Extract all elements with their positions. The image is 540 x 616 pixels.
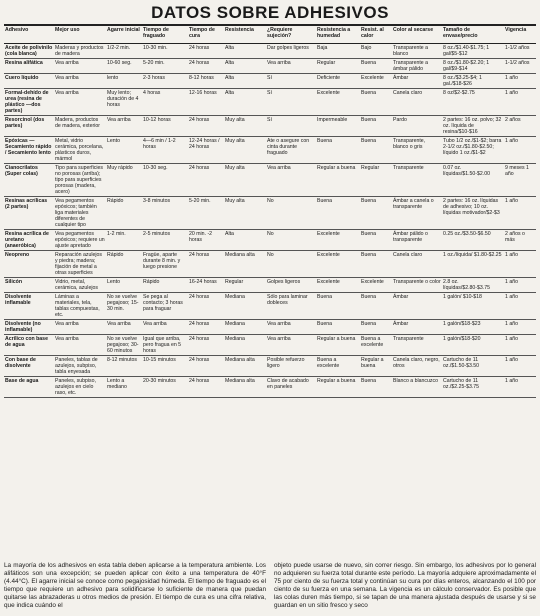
page-title: DATOS SOBRE ADHESIVOS [4,2,536,26]
table-cell: 1 galón/ $10-$18 [442,293,504,320]
table-cell: Buena [360,377,392,398]
table-cell: Ámbar pálido o transparente [392,230,442,251]
table-cell: Vea pegamentos epóxicos; requiere un ajuste apretado [55,231,105,249]
adhesive-name: Resina alifática [4,59,54,74]
table-cell: 5-20 min. [142,59,188,74]
table-cell: Clavo de acabado en paneles [266,377,316,398]
table-row [4,293,536,320]
column-header: Resist. al calor [360,26,392,44]
table-cell: Ámbar [392,320,442,335]
table-cell: Buena [360,320,392,335]
adhesive-name: Cianocrilatos (Super colas) [4,164,54,197]
table-cell: 2-3 horas [142,74,188,89]
table-cell: 9 meses 1 año [504,164,536,197]
table-cell: Paneles, tablas de azulejos, subpiso, tabla enyesada [54,356,106,377]
table-cell: Buena [360,293,392,320]
table-cell: 8 oz./$1.40-$1.75; 1 gal/$5-$12 [442,44,504,59]
table-cell: Mediana [224,320,266,335]
adhesive-name: Resinas acrílicas (2 partes) [4,197,54,230]
table-row [4,335,536,356]
table-cell: Alta [224,74,266,89]
table-cell: 0.25 oz./$3.50-$6.50 [442,230,504,251]
table-cell: Sólo para laminar dobleces [266,293,316,320]
table-cell: 24 horas [188,44,224,59]
footnote-paragraph-2: objeto puede usarse de nuevo, sin correr riesgo. Sin embargo, los adhesivos por lo general no adquieren su fuerza total durante este período. La mayoría adquiere aproximadamente el 75 por ciento de su fuerza total y continúan su cura por días enteros, alcanzando el 100 por ciento de su fuerza en una semana. La vigencia es un cálculo conservador. Es posible que las colas duren más tiempo, si se tapan de una manera ajustada después de usarse y si se guardan en un sitio fresco y seco [274,562,536,609]
table-cell: Canela claro, negro, otros [392,356,442,377]
table-cell: 1 año [504,320,536,335]
table-cell: Excelente [316,278,360,293]
table-cell: Vea arriba [266,320,316,335]
table-row [4,230,536,251]
table-cell: 10-15 minutos [142,356,188,377]
table-cell: 8 oz./$3.25-$4; 1 gal./$18-$26 [442,74,504,89]
footnote [4,562,536,610]
table-cell: Regular a buena [316,377,360,398]
table-cell: Tipo para superficies no porosas (arriba); tipo para superficies porosas (madera, acero) [54,164,106,197]
table-cell: 10-30 seg. [142,164,188,197]
column-header: Agarre inicial [106,26,142,44]
adhesive-name: Disolvente (no inflamable) [4,320,54,335]
table-cell: 1 año [504,293,536,320]
table-cell: Vea arriba [106,116,142,137]
table-cell: Excelente [360,278,392,293]
table-cell: Buena [360,137,392,164]
table-cell: 24 horas [188,116,224,137]
table-cell: Buena a excelente [360,335,392,356]
table-cell: No [266,251,316,278]
adhesive-name: Aceite de polivinilo (cola blanca) [5,45,53,57]
table-cell: 20 min. -2 horas [188,230,224,251]
table-cell: Ámbar [392,293,442,320]
table-cell: Buena [316,197,360,230]
table-cell: 8-12 horas [188,74,224,89]
table-cell: 2 años [504,116,536,137]
table-cell: lento [106,74,142,89]
table-cell: Rápido [106,197,142,230]
table-cell: Transparente a ámbar pálido [392,59,442,74]
table-cell: 24 horas [188,251,224,278]
table-cell: Muy alta [224,137,266,164]
table-cell: 24 horas [188,356,224,377]
table-cell: 24 horas [188,164,224,197]
table-cell: 1 oz./líquida/ $1.80-$2.25 [442,251,504,278]
table-row [4,137,536,164]
table-cell: Maderas y productos de madera [54,44,106,59]
adhesive-name: Resina acrílica de uretano (anaeróbica) [4,230,54,251]
table-cell: Buena [360,59,392,74]
table-cell: Mediana [224,335,266,356]
table-row [4,356,536,377]
table-row [4,89,536,116]
adhesive-table [4,26,536,398]
table-cell: 10-30 min. [142,44,188,59]
table-cell: Ámbar a canela o transparente [392,197,442,230]
table-cell: Regular [360,164,392,197]
table-cell: No [266,197,316,230]
table-cell: Vea arriba [54,320,106,335]
table-cell: 1 año [504,377,536,398]
table-cell: 1 año [504,278,536,293]
table-cell: Buena [360,89,392,116]
table-cell: Excelente [316,89,360,116]
table-cell: No se vuelve pegajoso; 15-30 min. [106,293,142,320]
table-cell: Buena [360,230,392,251]
table-cell: Regular a buena [316,335,360,356]
adhesive-name: Silicón [4,278,54,293]
table-cell: Canela claro [392,251,442,278]
table-cell: 1 galón/$18-$23 [442,320,504,335]
column-header: Resistencia [224,26,266,44]
table-cell: 1 galón/$18-$20 [442,335,504,356]
table-cell: 24 horas [188,377,224,398]
table-cell: Muy alta [224,164,266,197]
table-cell: 2.8 oz. líquidas/$2.80-$3.75 [442,278,504,293]
table-cell: Vea arriba [54,335,106,356]
table-cell: 1 año [504,251,536,278]
table-cell: 24 horas [188,293,224,320]
table-cell: Sí [266,116,316,137]
table-cell: Regular a buena [360,356,392,377]
table-cell: 2 años o más [504,230,536,251]
table-cell: Sí [266,89,316,116]
adhesive-name: Neopreno [4,251,54,278]
table-row [4,44,536,59]
table-cell: Dar golpes ligeros [266,44,316,59]
table-cell: 0.07 oz. líquidas/$1.50-$2.00 [442,164,504,197]
table-cell: Deficiente [316,74,360,89]
table-cell: Buena a excelente [316,356,360,377]
table-cell: Sí [266,74,316,89]
adhesive-name: Cuero líquido [4,74,54,89]
table-cell: Ámbar [392,74,442,89]
table-row [4,197,536,230]
table-cell: Mediana alta [224,251,266,278]
table-cell: Cartucho de 11 oz./$2.25-$3.75 [442,377,504,398]
table-cell: 2 partes: 16 oz. líquidas de adhesivo; 10 oz. líquidas motivador/$2-$3 [442,197,504,230]
table-cell: Vea arriba [54,74,106,89]
column-header: ¿Requiere sujeción? [266,26,316,44]
table-cell: Buena [360,251,392,278]
table-cell: Buena [316,293,360,320]
table-cell: 20-30 minutos [142,377,188,398]
table-cell: Regular a buena [316,164,360,197]
table-cell: 12-16 horas [188,89,224,116]
adhesive-name: Formal-dehído de urea (resina de plástico —dos partes) [4,89,54,116]
table-cell: Láminas a materiales, tela, tablas compuestas, etc. [54,293,106,320]
table-cell: Vea pegamentos epóxicos; también liga materiales diferentes de cualquier tipo [54,197,106,230]
table-cell: Mediana alta [224,377,266,398]
table-cell: 24 horas [188,320,224,335]
table-cell: 1 año [504,335,536,356]
table-cell: Buena [316,320,360,335]
table-cell: 5-20 min. [188,197,224,230]
table-row [4,59,536,74]
table-cell: Transparente, blanco o gris [392,137,442,164]
table-cell: Rápido [142,278,188,293]
table-cell: 4 horas [142,89,188,116]
page [0,2,540,616]
table-cell: 12-24 horas / 24 horas [188,137,224,164]
table-cell: Buena [316,137,360,164]
table-cell: Bajo [360,44,392,59]
table-cell: 1 año [504,356,536,377]
table-cell: Vidrio, metal, cerámica, azulejos [54,278,106,293]
table-cell: Mediana [224,293,266,320]
table-cell: Transparente [392,164,442,197]
table-cell: Vea arriba [54,89,106,116]
table-cell: 3-8 minutos [142,197,188,230]
table-cell: Excelente [360,74,392,89]
table-cell: Transparente [392,335,442,356]
table-cell: Rápido [106,251,142,278]
table-cell: 4—6 min / 1-2 horas [142,137,188,164]
table-cell: Vea arriba [142,320,188,335]
table-cell: Vea arriba [266,164,316,197]
table-cell: 1-1/2 años [504,59,536,74]
table-cell: Canela claro [392,89,442,116]
table-cell: Se pega al contacto; 3 horas para fraguar [142,293,188,320]
table-cell: 1/2-2 min. [106,44,142,59]
column-header: Tiempo de fraguado [142,26,188,44]
table-cell: Alta [224,44,266,59]
table-row [4,251,536,278]
table-cell: Lento [106,278,142,293]
table-row [4,320,536,335]
table-cell: 2 partes: 16 oz. polvo; 32 oz. líquida de resina/$10-$16 [442,116,504,137]
table-cell: Impermeable [316,116,360,137]
table-cell: Vea arriba [106,320,142,335]
table-cell: 16-24 horas [188,278,224,293]
table-cell: 10-60 seg. [106,59,142,74]
table-cell: Blanco a blancuzco [392,377,442,398]
table-cell: 8-12 minutos [106,356,142,377]
table-cell: Regular [224,278,266,293]
table-cell: Muy alta [224,197,266,230]
table-cell: Alta [224,59,266,74]
table-cell: Buena [360,116,392,137]
table-cell: 8 oz/$2-$2.75 [442,89,504,116]
table-cell: Lento a mediano [106,377,142,398]
table-cell: Golpes ligeros [266,278,316,293]
table-cell: 1 año [504,137,536,164]
column-header: Vigencia [504,26,536,44]
table-cell: Cartucho de 11 oz./$1.50-$3.50 [442,356,504,377]
table-cell: 1-1/2 años [504,44,536,59]
table-cell: Madera, productos de madera, exterior [54,116,106,137]
table-cell: Igual que arriba, pero fragua en 5 horas [142,335,188,356]
adhesive-name: Epóxicas — Secamiento rápido / Secamiento lento [4,137,54,164]
table-cell: Posible refuerzo ligero [266,356,316,377]
table-cell: Excelente [316,251,360,278]
adhesive-name: Resorcinol (dos partes) [4,116,54,137]
table-cell: Excelente [316,230,360,251]
table-cell: No [266,230,316,251]
table-cell: Reparación azulejos y piedra; madera; fijación de metal a otras superficies [54,251,106,278]
footnote-paragraph-1: La mayoría de los adhesivos en esta tabla deben aplicarse a la temperatura ambiente. Los alifáticos son una excepción; se pueden aplicar con éxito a una temperatura de 40°F (4.44°C). El agarre inicial se conoce como pegajosidad húmeda. El tiempo de fraguado es el tiempo que requiere un adhesivo para solidificarse lo suficiente de manera que puedan quitarse las abrazaderas u otros medios de presión. El tiempo de cura es una cifra relativa, que indica cuándo el [4,562,266,609]
table-cell: Pardo [392,116,442,137]
table-cell: Muy alta [224,116,266,137]
table-cell: 1-2 min. [106,230,142,251]
adhesive-name: Acrílico con base de agua [4,335,54,356]
table-cell: Paneles, subpiso, azulejos en cielo raso, etc. [54,377,106,398]
column-header: Tiempo de cura [188,26,224,44]
table-cell: Fragüe, aparte durante 8 min. y luego presione [142,251,188,278]
table-cell: 8 oz./$1.80-$2.20; 1 gal/$9-$14 [442,59,504,74]
column-header: Adhesivo [4,26,54,44]
table-cell: Mediana alta [224,356,266,377]
table-cell: Metal, vidrio cerámica, porcelana, plásticos duros, mármol [54,137,106,164]
table-cell: Muy rápido [106,164,142,197]
table-cell: 1 año [504,197,536,230]
table-cell: 24 horas [188,59,224,74]
table-cell: Vea arriba [54,59,106,74]
adhesive-name: Base de agua [4,377,54,398]
table-cell: 10-12 horas [142,116,188,137]
table-cell: Transparente o color [392,278,442,293]
table-row [4,74,536,89]
column-header: Resistencia a humedad [316,26,360,44]
table-cell: Alta [224,230,266,251]
table-row [4,278,536,293]
table-cell: Regular [316,59,360,74]
table-cell: Vea arriba [266,59,316,74]
column-header: Mejor uso [54,26,106,44]
table-cell: Muy lento; duración de 4 horas [106,89,142,116]
table-cell: 2-5 minutos [142,230,188,251]
column-header: Color al secarse [392,26,442,44]
table-cell: Vea arriba [266,335,316,356]
table-cell: Alta [224,89,266,116]
table-cell: 1 año [504,74,536,89]
column-header: Tamaño de envase/precio [442,26,504,44]
table-cell: No se vuelve pegajoso; 30-60 minutos [106,335,142,356]
table-cell: Ate o asegure con cinta durante fraguado [266,137,316,164]
table-cell: Lento [106,137,142,164]
table-header-row [4,26,536,44]
table-cell: Baja [316,44,360,59]
table-cell: 24 horas [188,335,224,356]
table-row [4,116,536,137]
table-cell: Transparente a blanco [392,44,442,59]
table-cell: Tubo 1/2 oz./$1-$2; barra 2-1/2 oz./$1.80-$2.50; líquido 1 oz./$1-$2 [442,137,504,164]
table-cell: 1 año [504,89,536,116]
table-row [4,164,536,197]
adhesive-name: Con base de disolvente [4,356,54,377]
table-cell: Buena [360,197,392,230]
adhesive-name: Disolvente inflamable [4,293,54,320]
table-row [4,377,536,398]
